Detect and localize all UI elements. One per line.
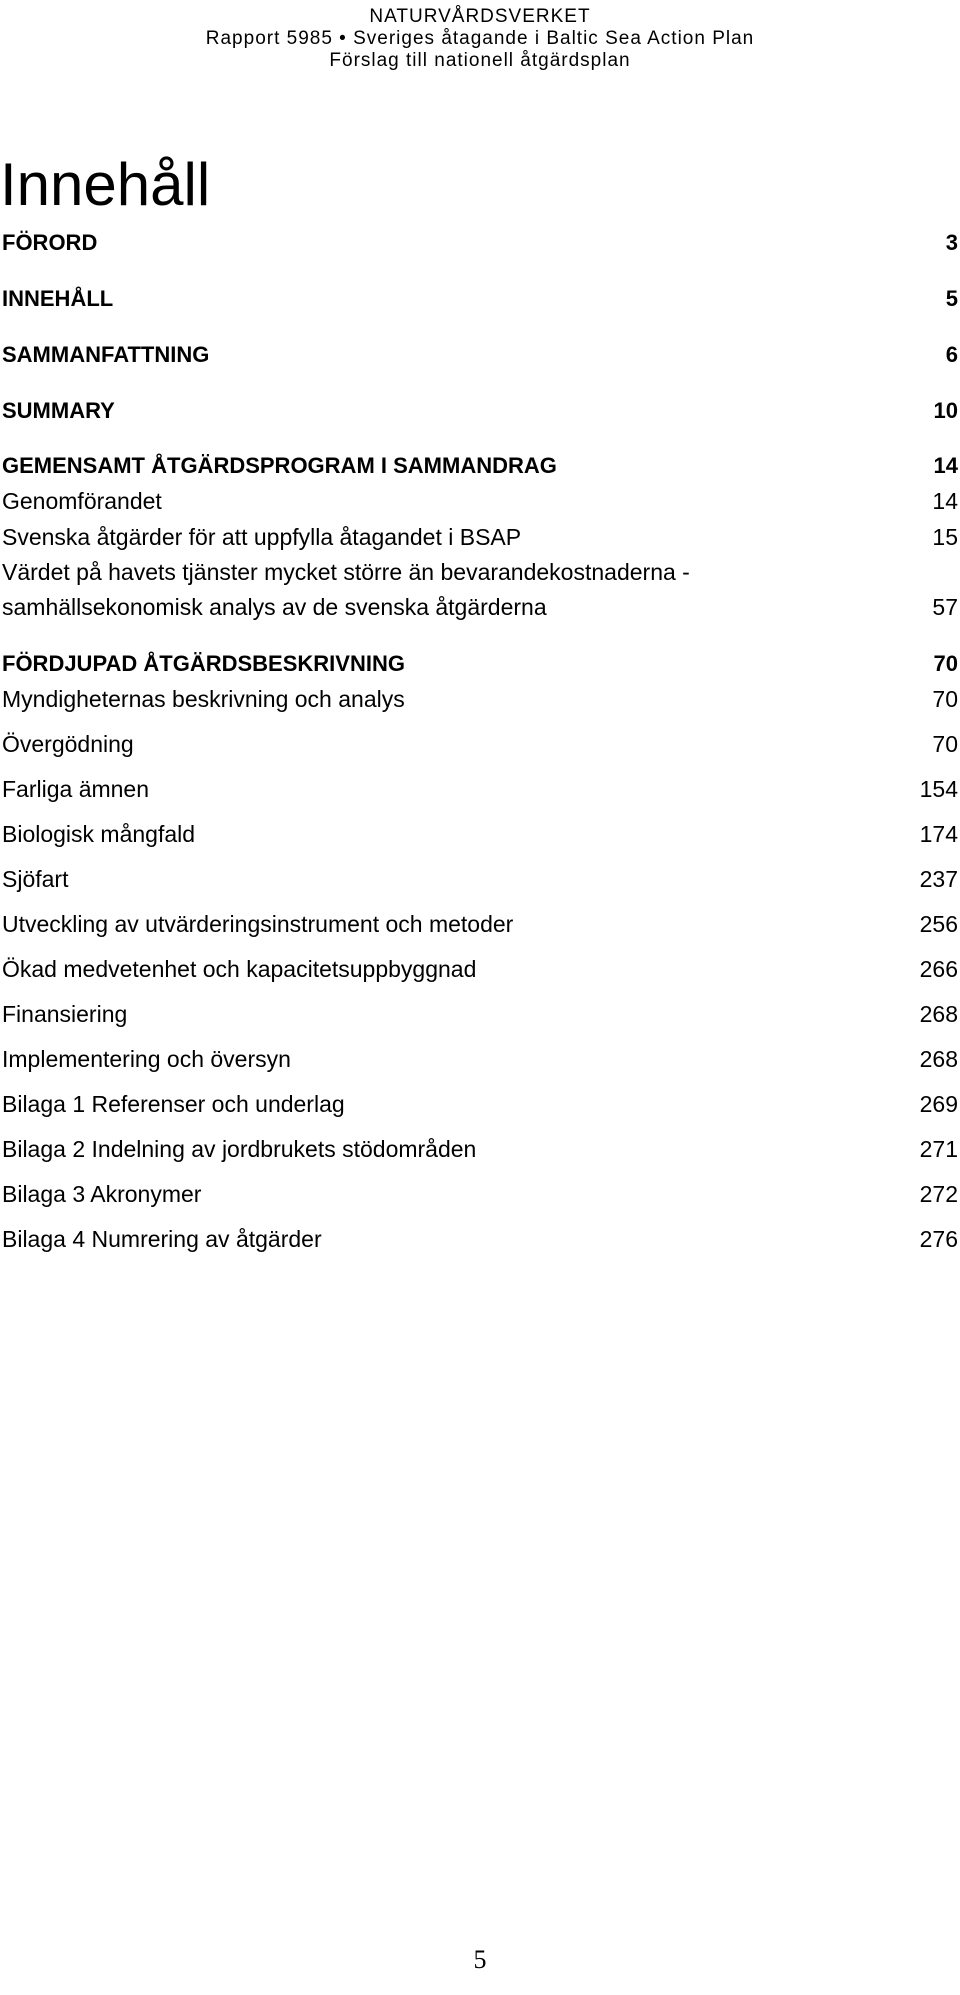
toc-entry-innehall[interactable]: [0, 282, 960, 316]
toc-entry-label: Värdet på havets tjänster mycket större än bevarandekostnaderna -: [2, 559, 690, 585]
toc-entry-page: 237: [919, 866, 958, 892]
toc-entry-page: 271: [919, 1136, 958, 1162]
toc-entry-label: Utveckling av utvärderingsinstrument och metoder: [2, 911, 514, 937]
toc-entry-page: 174: [919, 821, 958, 847]
toc-entry-label: SAMMANFATTNING: [2, 342, 210, 367]
toc-entry-page: 269: [919, 1091, 958, 1117]
toc-entry-page: 70: [932, 686, 958, 712]
toc-entry-farliga-amnen[interactable]: [0, 772, 960, 806]
toc-entry-label: Bilaga 2 Indelning av jordbrukets stödområden: [2, 1136, 477, 1162]
toc-entry-page: 5: [945, 286, 958, 311]
toc-entry-page: 57: [932, 594, 958, 620]
toc-entry-svenska-atgarder[interactable]: [0, 520, 960, 554]
toc-entry-page: 10: [933, 398, 958, 423]
toc-entry-page: 268: [919, 1046, 958, 1072]
toc-entry-page: 15: [932, 524, 958, 550]
toc-entry-page: 268: [919, 1001, 958, 1027]
page-number: 5: [473, 1945, 487, 1974]
toc-entry-page: 154: [919, 776, 958, 802]
toc-entry-label: Genomförandet: [2, 488, 162, 514]
toc-entry-page: 70: [932, 731, 958, 757]
toc-entry-page: 272: [919, 1181, 958, 1207]
toc-entry-label: Biologisk mångfald: [2, 821, 196, 847]
toc-entry-biologisk-mangfald[interactable]: [0, 817, 960, 851]
running-header: [0, 6, 960, 72]
toc-entry-page: 266: [919, 956, 958, 982]
page-title: Innehåll: [0, 151, 211, 218]
toc-entry-sammanfattning[interactable]: [0, 338, 960, 372]
toc-entry-fordjupad[interactable]: [0, 647, 960, 681]
toc-entry-finansiering[interactable]: [0, 997, 960, 1031]
toc-entry-bilaga-4[interactable]: [0, 1222, 960, 1256]
toc-entry-label: FÖRORD: [2, 230, 98, 255]
toc-entry-label: GEMENSAMT ÅTGÄRDSPROGRAM I SAMMANDRAG: [2, 453, 557, 478]
toc-entry-utveckling[interactable]: [0, 907, 960, 941]
toc-entry-label: SUMMARY: [2, 398, 115, 423]
toc-entry-bilaga-3[interactable]: [0, 1177, 960, 1211]
toc-entry-label: Bilaga 3 Akronymer: [2, 1181, 202, 1207]
toc-entry-bilaga-1[interactable]: [0, 1087, 960, 1121]
toc-entry-page: 276: [919, 1226, 958, 1252]
toc-entry-label: Farliga ämnen: [2, 776, 150, 802]
header-organization: NATURVÅRDSVERKET: [369, 6, 591, 27]
toc-entry-vardet-line2[interactable]: [0, 590, 960, 624]
header-subtitle: Förslag till nationell åtgärdsplan: [329, 50, 631, 71]
header-report: Rapport 5985 • Sveriges åtagande i Baltic Sea Action Plan: [205, 28, 755, 49]
toc-entry-overgodning[interactable]: [0, 727, 960, 761]
toc-entry-page: 14: [932, 488, 958, 514]
toc-entry-page: 3: [945, 230, 958, 255]
toc-entry-page: 256: [919, 911, 958, 937]
toc-entry-label: Finansiering: [2, 1001, 128, 1027]
toc-entry-gemensamt[interactable]: [0, 449, 960, 483]
toc-entry-page: 6: [945, 342, 958, 367]
toc-entry-page: 70: [933, 651, 958, 676]
toc-entry-label: samhällsekonomisk analys av de svenska åtgärderna: [2, 594, 547, 620]
toc-entry-fororord[interactable]: [0, 226, 960, 260]
toc-entry-okad-medvetenhet[interactable]: [0, 952, 960, 986]
toc-entry-page: 14: [933, 453, 958, 478]
toc-entry-myndigheternas[interactable]: [0, 682, 960, 716]
toc-entry-sjofart[interactable]: [0, 862, 960, 896]
toc-entry-label: Svenska åtgärder för att uppfylla åtagandet i BSAP: [2, 524, 522, 550]
toc-entry-genomforandet[interactable]: [0, 484, 960, 518]
toc-entry-label: Ökad medvetenhet och kapacitetsuppbyggnad: [2, 956, 477, 982]
toc-entry-label: Sjöfart: [2, 866, 69, 892]
toc-entry-label: Övergödning: [2, 731, 134, 757]
toc-entry-implementering[interactable]: [0, 1042, 960, 1076]
toc-entry-summary[interactable]: [0, 394, 960, 428]
toc-entry-label: Implementering och översyn: [2, 1046, 291, 1072]
toc-entry-bilaga-2[interactable]: [0, 1132, 960, 1166]
toc-entry-label: FÖRDJUPAD ÅTGÄRDSBESKRIVNING: [2, 651, 405, 676]
toc-entry-label: Bilaga 1 Referenser och underlag: [2, 1091, 345, 1117]
toc-entry-vardet-line1[interactable]: [0, 555, 960, 589]
toc-entry-label: Myndigheternas beskrivning och analys: [2, 686, 405, 712]
toc-entry-label: Bilaga 4 Numrering av åtgärder: [2, 1226, 322, 1252]
toc-entry-label: INNEHÅLL: [2, 286, 114, 311]
